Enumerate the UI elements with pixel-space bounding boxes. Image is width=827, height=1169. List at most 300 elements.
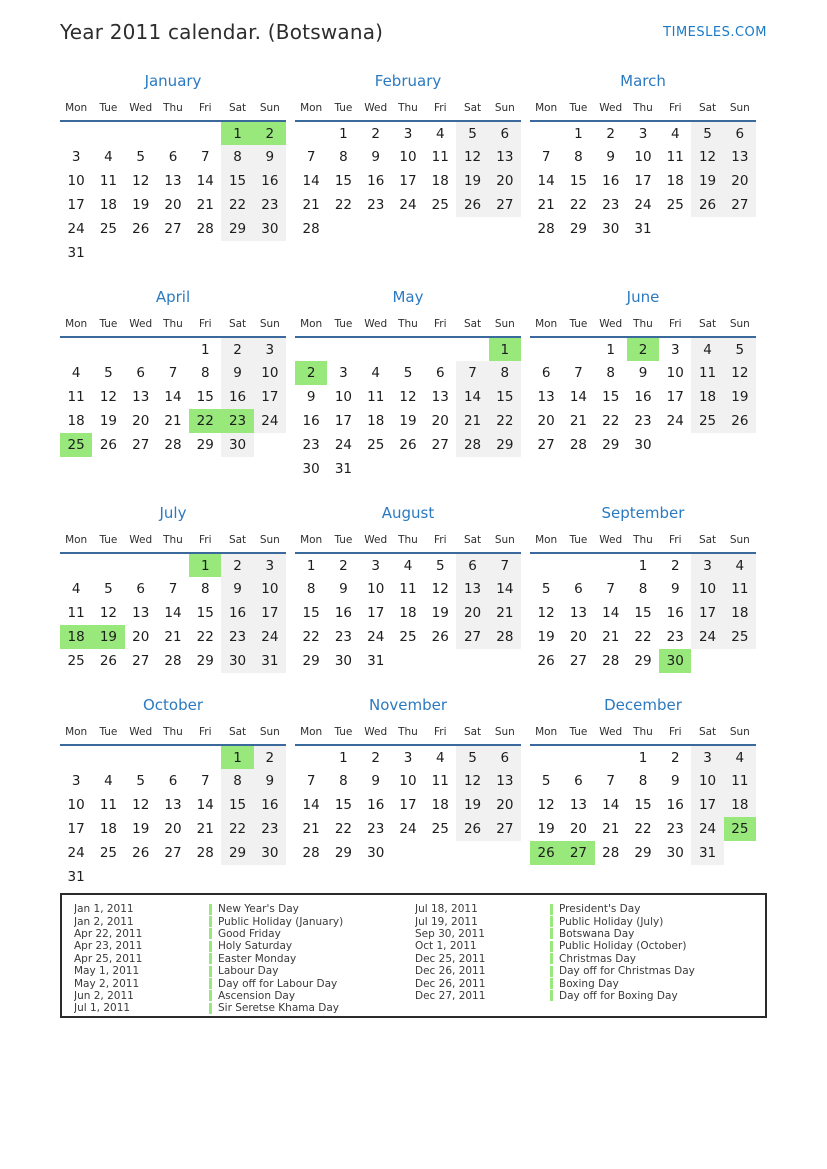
day-cell: 7 xyxy=(456,361,488,385)
legend-row xyxy=(74,990,415,1002)
day-cell: 15 xyxy=(634,605,652,621)
day-cell: 31 xyxy=(254,649,286,673)
empty-cell xyxy=(221,865,253,889)
holiday-marker-icon xyxy=(550,990,553,1001)
day-cell: 13 xyxy=(164,797,182,813)
legend-row xyxy=(74,953,415,965)
empty-cell xyxy=(189,241,221,265)
empty-cell xyxy=(691,433,723,457)
empty-cell xyxy=(392,217,424,241)
month-title: October xyxy=(142,696,204,714)
empty-cell xyxy=(221,241,253,265)
day-cell: 8 xyxy=(574,149,583,165)
empty-cell xyxy=(125,241,157,265)
empty-cell xyxy=(456,457,488,481)
day-cell: 24 xyxy=(67,845,85,861)
empty-cell xyxy=(92,745,124,769)
day-cell: 1 xyxy=(200,341,210,358)
empty-cell xyxy=(295,121,327,145)
weekday-header: Thu xyxy=(392,722,424,745)
legend-date: Jul 1, 2011 xyxy=(74,1002,131,1015)
weekday-header: Tue xyxy=(327,98,359,121)
legend-row xyxy=(415,903,756,915)
day-cell: 9 xyxy=(606,149,615,165)
empty-cell xyxy=(659,217,691,241)
empty-cell xyxy=(189,745,221,769)
day-cell: 8 xyxy=(489,361,521,385)
day-cell: 27 xyxy=(537,437,555,453)
day-cell: 22 xyxy=(602,413,620,429)
weekday-header: Thu xyxy=(627,314,659,337)
day-cell: 23 xyxy=(221,409,253,433)
day-cell: 6 xyxy=(489,121,521,145)
day-cell: 2 xyxy=(254,745,286,769)
empty-cell xyxy=(189,121,221,145)
legend-row xyxy=(415,953,756,965)
day-cell: 28 xyxy=(569,437,588,453)
weekday-header: Mon xyxy=(295,722,327,745)
legend-date: Oct 1, 2011 xyxy=(415,940,477,953)
month-title: December xyxy=(604,696,682,714)
day-cell: 14 xyxy=(537,173,555,189)
weekday-header: Fri xyxy=(189,722,221,745)
day-cell: 13 xyxy=(724,145,756,169)
day-cell: 25 xyxy=(431,821,449,837)
day-cell: 29 xyxy=(602,437,620,453)
empty-cell xyxy=(125,745,157,769)
weekday-header: Tue xyxy=(92,98,124,121)
day-cell: 7 xyxy=(200,149,210,165)
weekday-header: Mon xyxy=(60,98,92,121)
holiday-marker-icon xyxy=(209,953,212,964)
day-cell: 23 xyxy=(302,437,320,453)
empty-cell xyxy=(724,433,756,457)
holiday-marker-icon xyxy=(550,978,553,989)
day-cell: 27 xyxy=(164,845,182,861)
month-table xyxy=(295,98,521,241)
day-cell: 3 xyxy=(691,745,723,769)
month-table xyxy=(295,722,521,865)
weekday-header: Mon xyxy=(60,530,92,553)
day-cell: 17 xyxy=(399,797,417,813)
day-cell: 3 xyxy=(371,557,380,574)
weekday-header: Sat xyxy=(456,722,488,745)
day-cell: 20 xyxy=(132,413,150,429)
legend-row xyxy=(415,940,756,952)
day-cell: 24 xyxy=(634,197,652,213)
weekday-header: Sat xyxy=(691,530,723,553)
day-cell: 11 xyxy=(724,577,756,601)
empty-cell xyxy=(254,433,286,457)
month-title: February xyxy=(374,72,442,90)
day-cell: 24 xyxy=(399,821,417,837)
day-cell: 13 xyxy=(569,605,588,621)
day-cell: 5 xyxy=(136,773,145,789)
day-cell: 27 xyxy=(724,193,756,217)
day-cell: 28 xyxy=(164,437,182,453)
day-cell: 5 xyxy=(435,557,445,574)
day-cell: 7 xyxy=(306,149,316,165)
day-cell: 6 xyxy=(136,365,145,381)
day-cell: 10 xyxy=(334,389,353,405)
weekday-header: Tue xyxy=(327,530,359,553)
day-cell: 1 xyxy=(221,745,253,769)
legend-row xyxy=(415,915,756,927)
empty-cell xyxy=(392,337,424,361)
legend-holiday-name: Easter Monday xyxy=(218,952,297,965)
legend-row xyxy=(415,990,756,1002)
day-cell: 21 xyxy=(164,413,182,429)
day-cell: 29 xyxy=(196,653,214,669)
day-cell: 24 xyxy=(254,625,286,649)
day-cell: 20 xyxy=(569,821,588,837)
day-cell: 19 xyxy=(132,197,150,213)
legend-date: Apr 25, 2011 xyxy=(74,952,143,965)
day-cell: 19 xyxy=(724,385,756,409)
weekday-header: Mon xyxy=(60,314,92,337)
month-july xyxy=(60,502,286,673)
legend-row xyxy=(74,965,415,977)
month-title: March xyxy=(620,72,666,90)
day-cell: 1 xyxy=(306,557,316,574)
day-cell: 26 xyxy=(431,629,449,645)
day-cell: 28 xyxy=(302,221,320,237)
day-cell: 30 xyxy=(367,845,385,861)
weekday-header: Tue xyxy=(562,722,594,745)
day-cell: 4 xyxy=(403,557,413,574)
day-cell: 30 xyxy=(666,845,684,861)
day-cell: 4 xyxy=(104,149,113,165)
day-cell: 20 xyxy=(431,413,449,429)
empty-cell xyxy=(360,217,392,241)
day-cell: 25 xyxy=(724,817,756,841)
day-cell: 15 xyxy=(334,797,353,813)
day-cell: 7 xyxy=(606,773,615,789)
weekday-header: Wed xyxy=(360,314,392,337)
legend-holiday-name: Christmas Day xyxy=(559,952,637,965)
holiday-marker-icon xyxy=(550,953,553,964)
weekday-header: Wed xyxy=(125,314,157,337)
month-table xyxy=(60,530,286,673)
day-cell: 6 xyxy=(724,121,756,145)
weekday-header: Fri xyxy=(189,314,221,337)
day-cell: 5 xyxy=(456,121,488,145)
empty-cell xyxy=(125,553,157,577)
day-cell: 29 xyxy=(302,653,320,669)
empty-cell xyxy=(424,217,456,241)
day-cell: 16 xyxy=(602,173,620,189)
empty-cell xyxy=(295,745,327,769)
holiday-marker-icon xyxy=(209,990,212,1001)
day-cell: 13 xyxy=(132,389,150,405)
empty-cell xyxy=(691,217,723,241)
month-table xyxy=(530,98,756,241)
empty-cell xyxy=(562,745,594,769)
day-cell: 19 xyxy=(431,605,449,621)
legend-row xyxy=(74,915,415,927)
day-cell: 27 xyxy=(164,221,182,237)
legend-row xyxy=(415,965,756,977)
empty-cell xyxy=(456,217,488,241)
legend-column xyxy=(415,903,756,1016)
day-cell: 12 xyxy=(431,581,449,597)
day-cell: 9 xyxy=(638,365,648,381)
weekday-header: Thu xyxy=(392,98,424,121)
holiday-marker-icon xyxy=(550,966,553,977)
day-cell: 31 xyxy=(367,653,385,669)
day-cell: 1 xyxy=(221,121,253,145)
day-cell: 15 xyxy=(196,605,214,621)
day-cell: 16 xyxy=(666,797,684,813)
holiday-marker-icon xyxy=(550,904,553,915)
legend-date: Jan 1, 2011 xyxy=(74,903,134,916)
weekday-header: Thu xyxy=(392,314,424,337)
weekday-header: Thu xyxy=(157,314,189,337)
empty-cell xyxy=(60,553,92,577)
month-table xyxy=(295,530,521,673)
day-cell: 22 xyxy=(189,409,221,433)
day-cell: 27 xyxy=(489,817,521,841)
day-cell: 27 xyxy=(489,193,521,217)
day-cell: 2 xyxy=(627,337,659,361)
empty-cell xyxy=(189,865,221,889)
day-cell: 14 xyxy=(602,797,620,813)
month-november xyxy=(295,694,521,865)
day-cell: 5 xyxy=(724,337,756,361)
weekday-header: Sun xyxy=(724,530,756,553)
weekday-header: Wed xyxy=(125,98,157,121)
weekday-header: Tue xyxy=(562,98,594,121)
day-cell: 21 xyxy=(602,821,620,837)
day-cell: 18 xyxy=(67,413,85,429)
month-table xyxy=(530,314,756,457)
legend-date: Sep 30, 2011 xyxy=(415,927,485,940)
day-cell: 22 xyxy=(221,193,253,217)
day-cell: 21 xyxy=(602,629,620,645)
day-cell: 26 xyxy=(456,193,488,217)
day-cell: 14 xyxy=(602,605,620,621)
day-cell: 23 xyxy=(367,821,385,837)
month-title: July xyxy=(159,504,187,522)
weekday-header: Sat xyxy=(456,530,488,553)
month-april xyxy=(60,286,286,457)
day-cell: 4 xyxy=(435,125,445,142)
day-cell: 26 xyxy=(132,221,150,237)
empty-cell xyxy=(489,217,521,241)
empty-cell xyxy=(125,337,157,361)
weekday-header: Wed xyxy=(595,98,627,121)
day-cell: 25 xyxy=(724,625,756,649)
day-cell: 16 xyxy=(367,797,385,813)
empty-cell xyxy=(125,121,157,145)
day-cell: 8 xyxy=(200,365,210,381)
day-cell: 4 xyxy=(724,745,756,769)
day-cell: 31 xyxy=(67,869,85,885)
day-cell: 18 xyxy=(399,605,417,621)
day-cell: 28 xyxy=(537,221,555,237)
day-cell: 3 xyxy=(339,365,348,381)
day-cell: 5 xyxy=(691,121,723,145)
empty-cell xyxy=(424,337,456,361)
month-title: November xyxy=(368,696,448,714)
day-cell: 7 xyxy=(168,365,178,381)
empty-cell xyxy=(92,121,124,145)
day-cell: 19 xyxy=(456,169,488,193)
empty-cell xyxy=(254,865,286,889)
day-cell: 15 xyxy=(221,169,253,193)
empty-cell xyxy=(530,337,562,361)
day-cell: 2 xyxy=(221,553,253,577)
brand-link[interactable]: TIMESLES.COM xyxy=(663,25,767,40)
empty-cell xyxy=(295,337,327,361)
month-title: May xyxy=(392,288,424,306)
month-table xyxy=(60,98,286,265)
day-cell: 1 xyxy=(489,337,521,361)
legend-date: Apr 23, 2011 xyxy=(74,940,143,953)
day-cell: 28 xyxy=(489,625,521,649)
day-cell: 9 xyxy=(670,773,680,789)
day-cell: 6 xyxy=(435,365,445,381)
month-december xyxy=(530,694,756,865)
day-cell: 25 xyxy=(666,197,684,213)
day-cell: 14 xyxy=(302,797,320,813)
month-table xyxy=(530,722,756,865)
day-cell: 5 xyxy=(403,365,413,381)
day-cell: 2 xyxy=(670,557,680,574)
legend-holiday-name: Ascension Day xyxy=(218,989,296,1002)
day-cell: 11 xyxy=(67,389,85,405)
weekday-header: Mon xyxy=(530,314,562,337)
day-cell: 9 xyxy=(339,581,348,597)
day-cell: 30 xyxy=(659,649,691,673)
day-cell: 23 xyxy=(666,629,684,645)
day-cell: 14 xyxy=(569,389,588,405)
day-cell: 3 xyxy=(254,553,286,577)
day-cell: 26 xyxy=(691,193,723,217)
empty-cell xyxy=(424,841,456,865)
day-cell: 3 xyxy=(403,749,413,766)
weekday-header: Wed xyxy=(360,722,392,745)
day-cell: 2 xyxy=(295,361,327,385)
empty-cell xyxy=(489,649,521,673)
day-cell: 3 xyxy=(254,337,286,361)
day-cell: 23 xyxy=(221,625,253,649)
weekday-header: Sat xyxy=(691,314,723,337)
month-title: April xyxy=(155,288,191,306)
day-cell: 24 xyxy=(691,817,723,841)
months-grid xyxy=(60,70,756,889)
day-cell: 10 xyxy=(367,581,385,597)
legend-date: May 2, 2011 xyxy=(74,977,140,990)
day-cell: 30 xyxy=(334,653,353,669)
empty-cell xyxy=(489,841,521,865)
day-cell: 22 xyxy=(302,629,320,645)
empty-cell xyxy=(254,241,286,265)
day-cell: 20 xyxy=(132,629,150,645)
month-table xyxy=(295,314,521,481)
weekday-header: Sat xyxy=(456,314,488,337)
day-cell: 23 xyxy=(634,413,652,429)
day-cell: 3 xyxy=(71,773,81,789)
day-cell: 10 xyxy=(399,773,417,789)
month-september xyxy=(530,502,756,673)
day-cell: 10 xyxy=(691,769,723,793)
day-cell: 7 xyxy=(574,365,583,381)
day-cell: 20 xyxy=(489,169,521,193)
day-cell: 18 xyxy=(724,601,756,625)
empty-cell xyxy=(157,121,189,145)
day-cell: 23 xyxy=(254,817,286,841)
legend-holiday-name: Day off for Labour Day xyxy=(218,977,338,990)
day-cell: 17 xyxy=(254,601,286,625)
day-cell: 5 xyxy=(541,581,551,597)
day-cell: 2 xyxy=(254,121,286,145)
empty-cell xyxy=(157,337,189,361)
day-cell: 18 xyxy=(367,413,385,429)
weekday-header: Sat xyxy=(691,722,723,745)
day-cell: 19 xyxy=(92,625,124,649)
legend-holiday-name: Public Holiday (January) xyxy=(218,915,344,928)
day-cell: 24 xyxy=(691,625,723,649)
day-cell: 21 xyxy=(196,821,214,837)
weekday-header: Wed xyxy=(360,530,392,553)
day-cell: 17 xyxy=(367,605,385,621)
day-cell: 13 xyxy=(164,173,182,189)
day-cell: 30 xyxy=(254,217,286,241)
weekday-header: Mon xyxy=(530,98,562,121)
holiday-marker-icon xyxy=(209,1003,212,1014)
day-cell: 4 xyxy=(670,125,680,142)
day-cell: 16 xyxy=(666,605,684,621)
day-cell: 19 xyxy=(537,821,555,837)
day-cell: 21 xyxy=(302,821,320,837)
holiday-marker-icon xyxy=(209,978,212,989)
empty-cell xyxy=(92,553,124,577)
weekday-header: Sat xyxy=(456,98,488,121)
day-cell: 11 xyxy=(666,149,684,165)
empty-cell xyxy=(489,457,521,481)
day-cell: 21 xyxy=(302,197,320,213)
weekday-header: Tue xyxy=(562,530,594,553)
month-title: September xyxy=(601,504,685,522)
day-cell: 15 xyxy=(634,797,652,813)
month-august xyxy=(295,502,521,673)
day-cell: 25 xyxy=(431,197,449,213)
day-cell: 8 xyxy=(638,773,648,789)
weekday-header: Wed xyxy=(360,98,392,121)
empty-cell xyxy=(659,433,691,457)
day-cell: 14 xyxy=(456,385,488,409)
day-cell: 5 xyxy=(136,149,145,165)
day-cell: 19 xyxy=(537,629,555,645)
legend-date: Dec 27, 2011 xyxy=(415,989,486,1002)
day-cell: 10 xyxy=(67,797,85,813)
day-cell: 18 xyxy=(99,197,118,213)
day-cell: 1 xyxy=(339,125,348,142)
day-cell: 2 xyxy=(606,125,615,142)
month-march xyxy=(530,70,756,241)
day-cell: 26 xyxy=(456,817,488,841)
day-cell: 8 xyxy=(339,149,348,165)
day-cell: 10 xyxy=(634,149,652,165)
weekday-header: Sat xyxy=(691,98,723,121)
day-cell: 16 xyxy=(367,173,385,189)
empty-cell xyxy=(530,745,562,769)
weekday-header: Sun xyxy=(489,722,521,745)
weekday-header: Tue xyxy=(92,314,124,337)
legend-row xyxy=(415,977,756,989)
day-cell: 11 xyxy=(67,605,85,621)
